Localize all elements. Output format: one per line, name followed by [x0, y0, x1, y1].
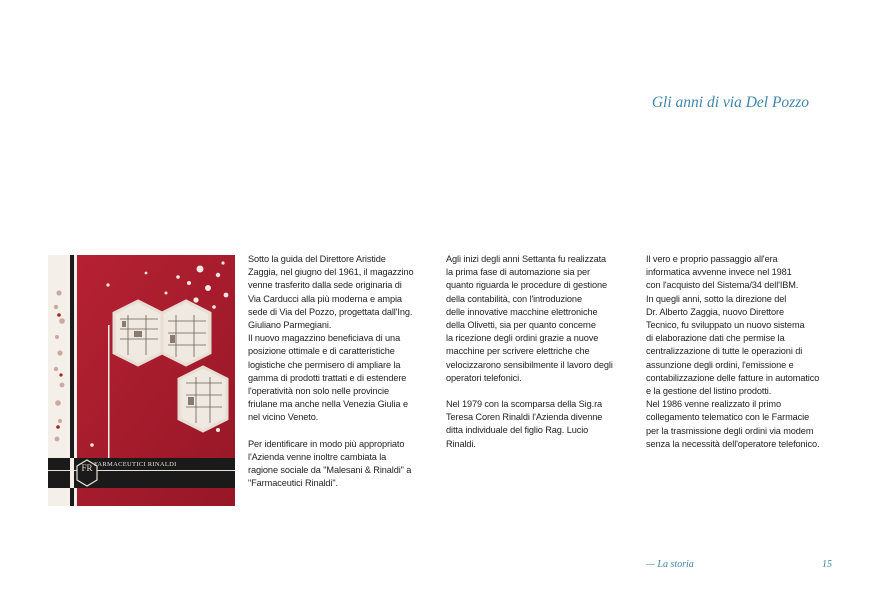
paragraph: Per identificare in modo più appropriato l'Azienda venne inoltre cambiata la ragione sociale da "Malesani & Rinaldi" a "Farmaceutici Rinaldi".	[248, 438, 412, 489]
historical-poster-illustration	[48, 255, 235, 506]
paragraph: Agli inizi degli anni Settanta fu realizzata la prima fase di automazione sia per quanto riguarda le procedure di gestione della contabilità, con l'introduzione delle innovative macchine elettroniche della Olivetti, sia per quanto concerne la ricezione degli ordini grazie a nuove macchine per scrivere elettriche che velocizzarono sensibilmente il lavoro degli operatori telefonici.	[446, 254, 613, 383]
text-column-2	[446, 253, 636, 464]
paragraph: Nel 1979 con la scomparsa della Sig.ra Teresa Coren Rinaldi l'Azienda divenne ditta individuale del figlio Rag. Lucio Rinaldi.	[446, 399, 603, 449]
logo-letters: FR	[81, 463, 93, 473]
text-column-1	[248, 253, 438, 503]
logo-band-text: FARMACEUTICI RINALDI	[94, 461, 177, 468]
footer-section-label: — La storia	[646, 559, 694, 570]
page-number: 15	[822, 559, 832, 570]
text-column-3	[646, 253, 842, 464]
paragraph: Il vero e proprio passaggio all'era informatica avvenne invece nel 1981 con l'acquisto del Sistema/34 dell'IBM. In quegli anni, sotto la direzione del Dr. Alberto Zaggia, nuovo Direttore Tecnico, fu sviluppato un nuovo sistema di elaborazione dati che permise la centralizzazione di tutte le operazioni di assunzione degli ordini, l'emissione e contabilizzazione delle fatture in automatico e la gestione del listino prodotti. Nel 1986 venne realizzato il primo collegamento telematico con le Farmacie per la trasmissione degli ordini via modem senza la necessità dell'operatore telefonico.	[646, 254, 820, 449]
paragraph: Sotto la guida del Direttore Aristide Zaggia, nel giugno del 1961, il magazzino venne trasferito dalla sede originaria di Via Carducci alla più moderna e ampia sede di Via del Pozzo, progettata dall'Ing. Giuliano Parmegiani. Il nuovo magazzino beneficiava di una posizione ottimale e di caratteristiche logistiche che permisero di ampliare la gamma di prodotti trattati e di estendere l'operatività non solo nelle provincie friulane ma anche nella Venezia Giulia e nel vicino Veneto.	[248, 254, 414, 423]
section-title: Gli anni di via Del Pozzo	[651, 94, 809, 111]
